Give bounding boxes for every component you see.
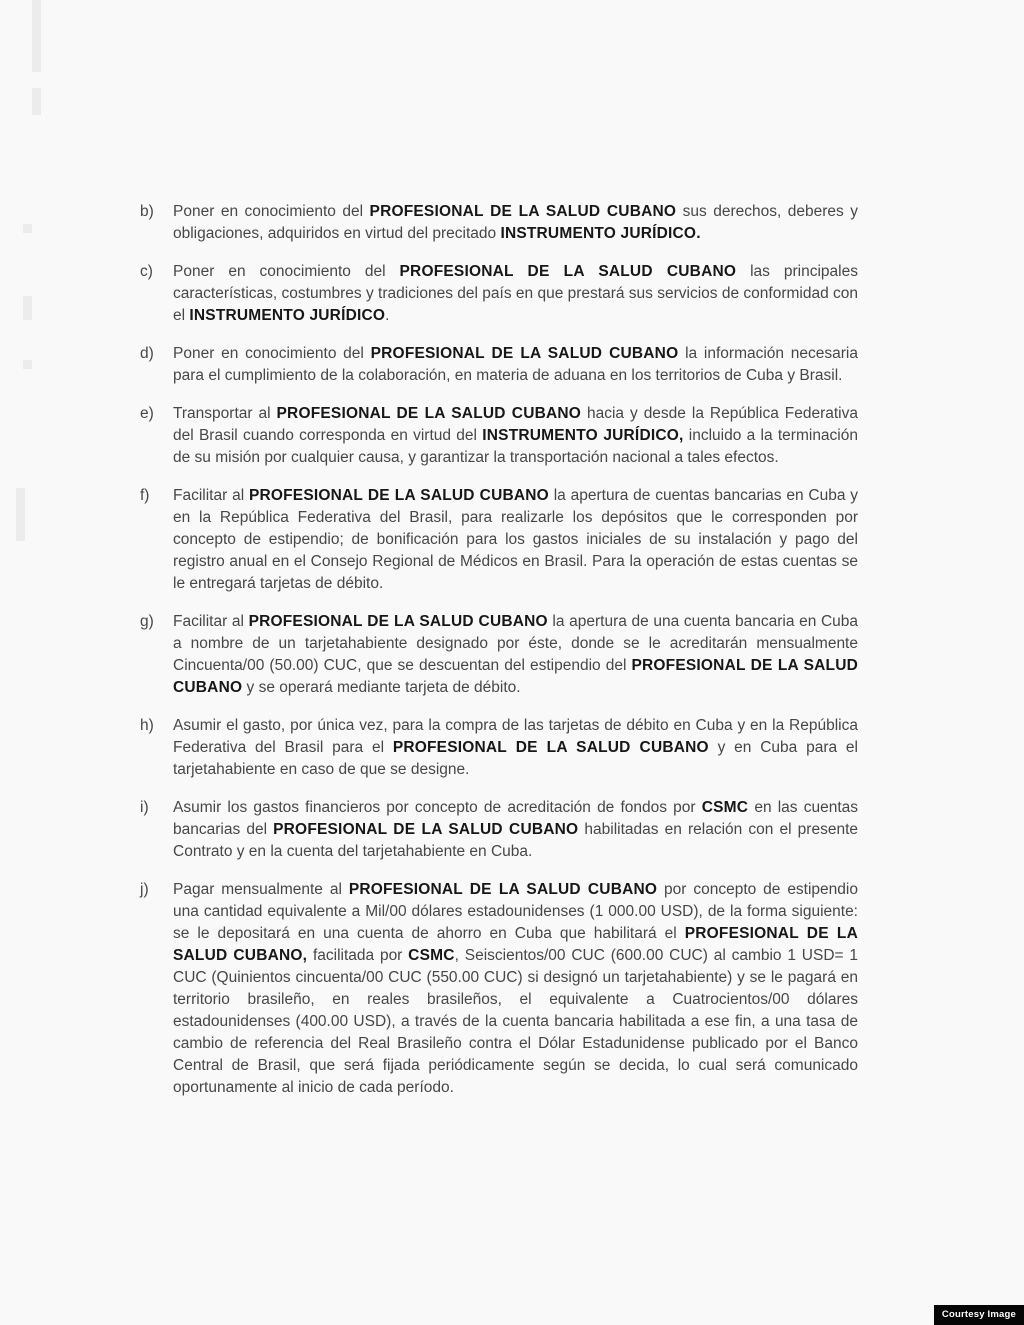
clause-text bbox=[173, 261, 858, 327]
clause-text-run: las principales características, costumbres y tradiciones del país en que prestará sus servicios de conformidad con el bbox=[173, 263, 858, 324]
clause-text-bold-run: PROFESIONAL DE LA SALUD CUBANO bbox=[370, 345, 679, 362]
clause-text-run: la apertura de cuentas bancarias en Cuba y en la República Federativa del Brasil, para realizarle los depósitos que le corresponden por concepto de estipendio; de bonificación para los gastos iniciales de su instalación y pago del registro anual en el Consejo Regional de Médicos en Brasil. Para la operación de estas cuentas se le entregará tarjetas de débito. bbox=[173, 487, 859, 592]
clause-text-run: Poner en conocimiento del bbox=[173, 345, 371, 362]
clause-text bbox=[173, 343, 858, 387]
document-content bbox=[140, 201, 858, 1115]
clause-label: g) bbox=[140, 613, 154, 630]
clause-text-run: . bbox=[385, 307, 390, 324]
clause-text-run: y se operará mediante tarjeta de débito. bbox=[242, 679, 521, 696]
clause-label: e) bbox=[140, 405, 154, 422]
clause-text-run: , Seiscientos/00 CUC (600.00 CUC) al cambio 1 USD= 1 CUC (Quinientos cincuenta/00 CUC (550.00 CUC) si designó un tarjetahabiente) y se le pagará en territorio brasileño, en reales brasileños, el equivalente a Cuatrocientos/00 dólares estadounidenses (400.00 USD), a través de la cuenta bancaria habilitada a ese fin, a una tasa de cambio de referencia del Real Brasileño contra el Dólar Estadunidense publicado por el Banco Central de Brasil, que será fijada periódicamente según se decida, lo cual será comunicado oportunamente al inicio de cada período. bbox=[173, 947, 859, 1096]
clause-text-run: sus derechos, deberes y obligaciones, adquiridos en virtud del precitado bbox=[173, 203, 858, 242]
clause-text bbox=[173, 403, 858, 469]
clause-label: f) bbox=[140, 487, 150, 504]
clause-text-bold-run: PROFESIONAL DE LA SALUD CUBANO bbox=[399, 263, 737, 280]
clause-text-run: por concepto de estipendio una cantidad equivalente a Mil/00 dólares estadounidenses (1 000.00 USD), de la forma siguiente: se le depositará en una cuenta de ahorro en Cuba que habilitará el bbox=[173, 881, 858, 942]
clause-label: i) bbox=[140, 799, 149, 816]
clause-text bbox=[173, 879, 858, 1099]
clause-text-run: facilitada por bbox=[307, 947, 409, 964]
clause-text-bold-run: PROFESIONAL DE LA SALUD CUBANO bbox=[173, 657, 859, 696]
clause-item bbox=[140, 879, 858, 1099]
clause-text bbox=[173, 797, 858, 863]
clause-text-bold-run: PROFESIONAL DE LA SALUD CUBANO bbox=[369, 203, 677, 220]
clause-label: d) bbox=[140, 345, 154, 362]
clause-text-bold-run: CSMC bbox=[701, 799, 749, 816]
clause-text-run: Facilitar al bbox=[173, 613, 249, 630]
clause-text-run: Asumir los gastos financieros por concepto de acreditación de fondos por bbox=[173, 799, 702, 816]
clause-text-bold-run: PROFESIONAL DE LA SALUD CUBANO bbox=[276, 405, 582, 422]
scan-artifact bbox=[23, 360, 32, 369]
clause-text-bold-run: PROFESIONAL DE LA SALUD CUBANO bbox=[348, 881, 658, 898]
clause-item bbox=[140, 485, 858, 595]
clause-text-bold-run: INSTRUMENTO JURÍDICO, bbox=[482, 427, 684, 444]
clause-item bbox=[140, 715, 858, 781]
scan-artifact bbox=[16, 488, 25, 541]
clause-list bbox=[140, 201, 858, 1099]
clause-text-run: Poner en conocimiento del bbox=[173, 263, 400, 280]
clause-label: b) bbox=[140, 203, 154, 220]
clause-text-run: incluido a la terminación de su misión por cualquier causa, y garantizar la transportación nacional a tales efectos. bbox=[173, 427, 858, 466]
clause-text-bold-run: PROFESIONAL DE LA SALUD CUBANO bbox=[392, 739, 709, 756]
clause-item bbox=[140, 261, 858, 327]
clause-text-bold-run: INSTRUMENTO JURÍDICO bbox=[189, 307, 386, 324]
scan-artifact bbox=[23, 224, 32, 233]
clause-text-run: Pagar mensualmente al bbox=[173, 881, 349, 898]
clause-text-bold-run: PROFESIONAL DE LA SALUD CUBANO bbox=[273, 821, 579, 838]
clause-item bbox=[140, 201, 858, 245]
clause-text bbox=[173, 715, 858, 781]
clause-text-run: habilitadas en relación con el presente Contrato y en la cuenta del tarjetahabiente en Cuba. bbox=[173, 821, 858, 860]
clause-text-run: hacia y desde la República Federativa del Brasil cuando corresponda en virtud del bbox=[173, 405, 859, 444]
clause-text-run: la apertura de una cuenta bancaria en Cuba a nombre de un tarjetahabiente designado por éste, donde se le acreditarán mensualmente Cincuenta/00 (50.00) CUC, que se descuentan del estipendio del bbox=[173, 613, 858, 674]
clause-text-bold-run: PROFESIONAL DE LA SALUD CUBANO bbox=[248, 613, 548, 630]
clause-text-run: Poner en conocimiento del bbox=[173, 203, 370, 220]
scan-artifact bbox=[32, 88, 41, 115]
clause-label: c) bbox=[140, 263, 153, 280]
clause-text bbox=[173, 485, 858, 595]
clause-text-run: y en Cuba para el tarjetahabiente en caso de que se designe. bbox=[173, 739, 858, 778]
clause-text-bold-run: CSMC bbox=[408, 947, 455, 964]
courtesy-image-watermark: Courtesy Image bbox=[934, 1305, 1024, 1325]
clause-label: j) bbox=[140, 881, 149, 898]
clause-text-run: Facilitar al bbox=[173, 487, 249, 504]
clause-item bbox=[140, 611, 858, 699]
clause-text bbox=[173, 201, 858, 245]
clause-text-run: Asumir el gasto, por única vez, para la compra de las tarjetas de débito en Cuba y en la República Federativa del Brasil para el bbox=[173, 717, 858, 756]
clause-text bbox=[173, 611, 858, 699]
clause-item bbox=[140, 797, 858, 863]
clause-item bbox=[140, 343, 858, 387]
clause-text-run: Transportar al bbox=[173, 405, 277, 422]
scan-artifact bbox=[32, 0, 41, 72]
clause-label: h) bbox=[140, 717, 154, 734]
scan-artifact bbox=[23, 296, 32, 320]
clause-item bbox=[140, 403, 858, 469]
clause-text-bold-run: PROFESIONAL DE LA SALUD CUBANO, bbox=[173, 925, 858, 964]
clause-text-bold-run: PROFESIONAL DE LA SALUD CUBANO bbox=[248, 487, 549, 504]
clause-text-bold-run: INSTRUMENTO JURÍDICO. bbox=[500, 225, 701, 242]
clause-text-run: en las cuentas bancarias del bbox=[173, 799, 858, 838]
clause-text-run: la información necesaria para el cumplimiento de la colaboración, en materia de aduana en los territorios de Cuba y Brasil. bbox=[173, 345, 858, 384]
